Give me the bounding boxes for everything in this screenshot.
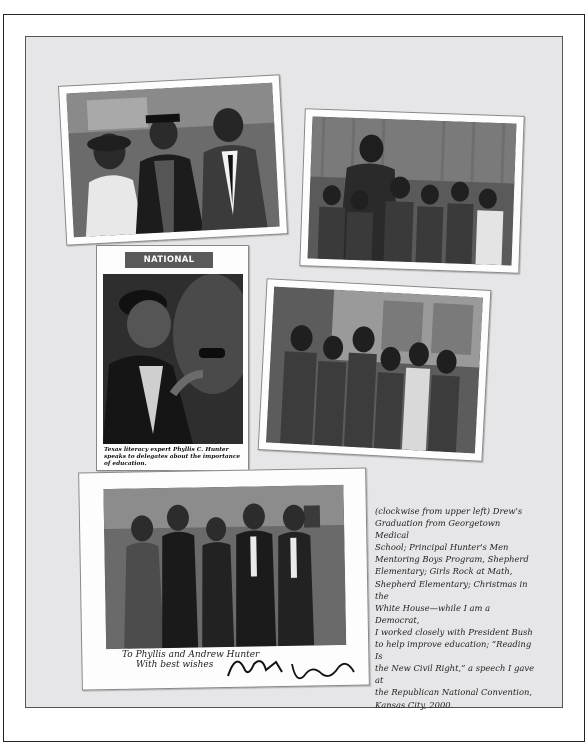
caption-line: Graduation from Georgetown Medical [375,518,501,541]
caption-line: Kansas City, 2000. [375,699,454,710]
photo-white-house [103,485,346,649]
national-report-banner: NATIONAL [125,252,213,268]
caption-line: the Republican National Convention, [375,687,533,698]
caption-line: Mentoring Boys Program, Shepherd [375,554,529,565]
photo-card-girls-rock [258,278,492,462]
caption-line: School; Principal Hunter's Men [375,542,509,553]
photo-speaker [103,274,243,444]
caption-line: the New Civil Right,” a speech I gave at [375,663,535,686]
caption-line: White House—while I am a Democrat, [375,602,491,625]
caption-line: Elementary; Girls Rock at Math, [375,566,513,577]
photo-girls-rock [266,287,483,454]
photo-card-graduation [58,74,288,245]
caption-line: (clockwise from upper left) Drew's [375,506,523,516]
caption-line: I worked closely with President Bush [375,626,533,637]
national-report-caption: Texas literacy expert Phyllis C. Hunter speaks to delegates about the importance of education. [104,447,241,467]
photo-graduation [66,83,279,238]
inscription-line-2: With best wishes [136,660,214,670]
caption-line: to help improve education; “Reading Is [375,639,532,662]
photo-inscription [122,650,259,670]
photo-card-mentoring [299,108,524,274]
inscription-line-1: To Phyllis and Andrew Hunter [122,650,260,660]
caption-line: Shepherd Elementary; Christmas in the [375,578,528,601]
photo-mentoring [308,116,517,265]
photo-caption [375,505,535,711]
